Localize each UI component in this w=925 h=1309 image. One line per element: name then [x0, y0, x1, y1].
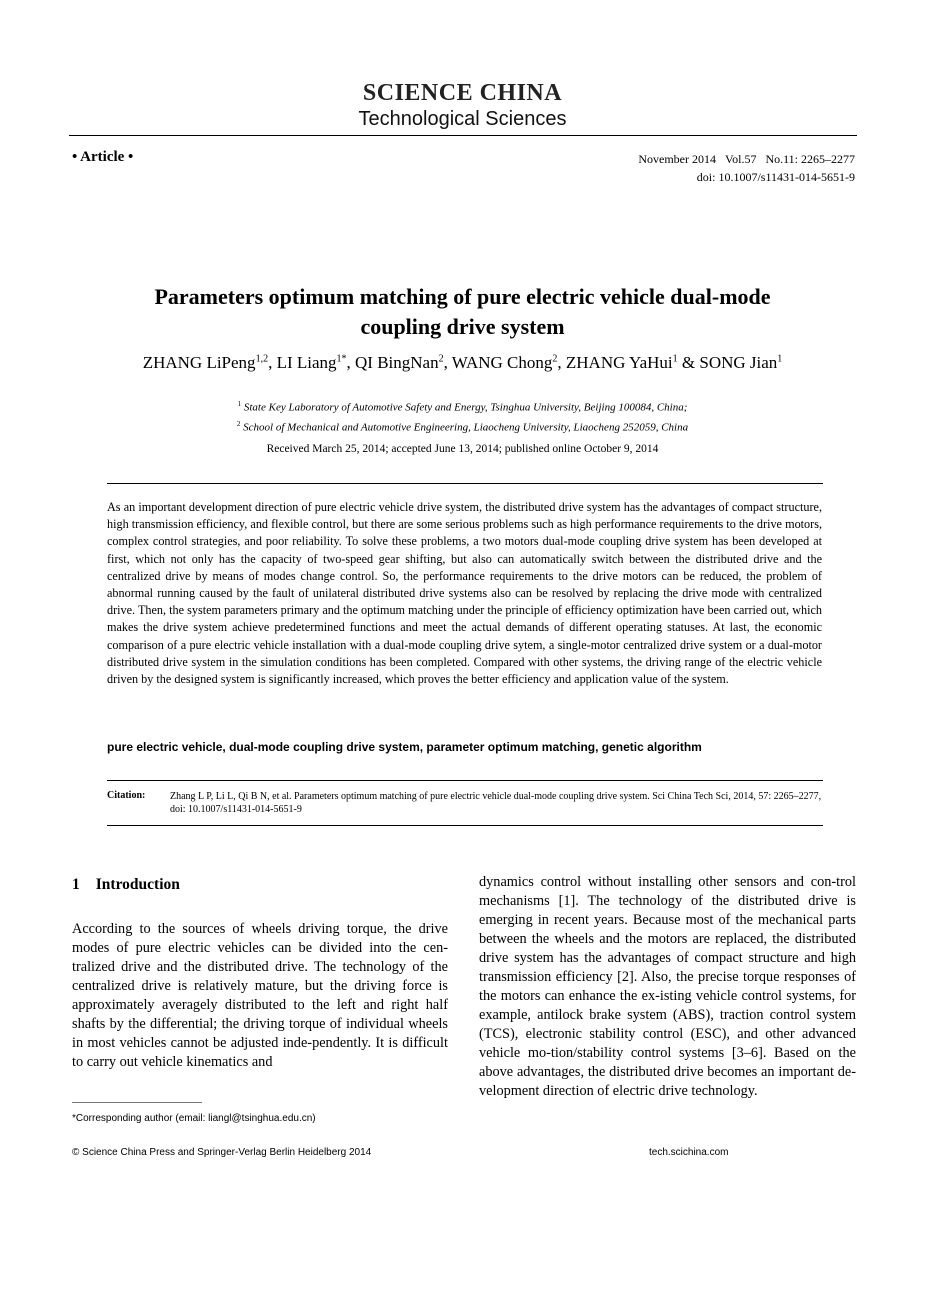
doi: doi: 10.1007/s11431-014-5651-9	[696, 170, 855, 184]
author-name: QI BingNan	[355, 353, 439, 372]
title-line-1: Parameters optimum matching of pure electric vehicle dual-mode	[154, 284, 771, 309]
author-name: SONG Jian	[699, 353, 778, 372]
affiliation-sup: 2	[236, 419, 241, 428]
author-affil-sup: 1	[777, 353, 783, 365]
citation-top-rule	[107, 780, 823, 781]
received-dates: Received March 25, 2014; accepted June 13, 2014; published online October 9, 2014	[266, 443, 659, 455]
author-name: ZHANG LiPeng	[142, 353, 256, 372]
header-rule	[69, 135, 857, 136]
author-list	[30, 353, 895, 373]
author-separator: &	[677, 353, 700, 372]
section-heading	[72, 876, 180, 894]
issue-date: November 2014	[638, 152, 716, 166]
affiliations	[30, 396, 895, 435]
section-title: Introduction	[95, 876, 180, 893]
citation-label: Citation:	[107, 790, 146, 801]
author-separator: ,	[443, 353, 452, 372]
author-affil-sup: 1*	[336, 353, 347, 365]
journal-name: SCIENCE CHINA	[362, 80, 563, 106]
issue-number: No.11: 2265–2277	[765, 152, 855, 166]
author-affil-sup: 1,2	[255, 353, 269, 365]
publication-meta	[638, 150, 855, 186]
body-left-column: According to the sources of wheels driving torque, the drive modes of pure electric vehicles can be divided into the cen-tralized drive and the distributed drive. The technology of the centralized drive is relatively mature, but the driving force is approximately averagely distributed to the left and right half shafts by the differential; the driving torque of individual wheels in most vehicles cannot be adjusted inde-pendently. It is difficult to carry out vehicle kinematics and	[72, 921, 448, 1070]
affiliation-2	[30, 416, 895, 436]
author-name: LI Liang	[276, 353, 337, 372]
affiliation-text: State Key Laboratory of Automotive Safety and Energy, Tsinghua University, Beijing 100084, China;	[243, 401, 688, 414]
author-separator: ,	[268, 353, 277, 372]
title-line-2: coupling drive system	[360, 314, 565, 339]
author-separator: ,	[346, 353, 356, 372]
author-affil-sup: 1	[672, 353, 678, 365]
issue-line	[638, 150, 855, 168]
affiliation-1	[30, 396, 895, 416]
affiliation-sup: 1	[237, 400, 242, 408]
footnote-rule	[72, 1102, 202, 1103]
author-name: ZHANG YaHui	[565, 353, 673, 372]
corresponding-author-footnote: *Corresponding author (email: liangl@tsinghua.edu.cn)	[72, 1113, 316, 1124]
section-number: 1	[72, 876, 80, 893]
copyright: © Science China Press and Springer-Verlag Berlin Heidelberg 2014	[72, 1147, 372, 1158]
citation-bottom-rule	[107, 825, 823, 826]
author-affil-sup: 2	[552, 353, 558, 365]
abstract: As an important development direction of pure electric vehicle drive system, the distributed drive system has the advantages of compact structure, high transmission efficiency, and flexible control, but there are some serious problems such as high performance requirements to the drive motors, complex control strategies, and poor reliability. To solve these problems, a two motors dual-mode coupling drive system has been developed at first, which not only has the capacity of two-speed gear shifting, but also can automatically switch between the distributed drive and the centralized drive by means of modes change control. So, the performance requirements to the drive motors can be reduced, the problem of abnormal running caused by the fault of unilateral distributed drive systems also can be resolved by replacing the drive mode with centralized drive. Then, the system parameters primary and the optimum matching under the principle of efficiency optimization have been carried out, which makes the drive system achieve predetermined functions and meet the actual demands of different operating statuses. At last, the economic comparison of a pure electric vehicle installation with a dual-mode coupling drive sytem, a single-motor centralized drive system or a dual-motor distributed drive system in the simulation conditions has been completed. Compared with other systems, the driving range of the electric vehicle driven by the designed system is significantly increased, which proves the better efficiency and application value of the system.	[107, 500, 822, 687]
affiliation-text: School of Mechanical and Automotive Engineering, Liaocheng University, Liaocheng 252059, China	[243, 421, 689, 434]
author-separator: ,	[557, 353, 566, 372]
article-type-label: • Article •	[72, 149, 134, 165]
journal-subtitle: Technological Sciences	[358, 108, 567, 130]
issue-volume: Vol.57	[724, 152, 757, 166]
author-affil-sup: 2	[438, 353, 444, 365]
body-right-column: dynamics control without installing other sensors and con-trol mechanisms [1]. The technology of the distributed drive is emerging in recent years. Because most of the mechanical parts between the wheels and the motors are replaced, the distributed drive system has the advantages of compact structure and high transmission efficiency [2]. Also, the precise torque responses of the motors can enhance the ex-isting vehicle control systems, for example, antilock brake system (ABS), traction control system (TCS), electronic stability control (ESC), and other advanced vehicle mo-tion/stability control systems [3–6]. Based on the above advantages, the distributed drive becomes an important de-velopment direction of electric drive technology.	[479, 874, 856, 1099]
abstract-top-rule	[107, 483, 823, 484]
paper-title	[60, 282, 865, 342]
author-name: WANG Chong	[451, 353, 553, 372]
keywords: pure electric vehicle, dual-mode coupling drive system, parameter optimum matching, genetic algorithm	[107, 740, 702, 754]
journal-website: tech.scichina.com	[649, 1147, 729, 1158]
citation-text: Zhang L P, Li L, Qi B N, et al. Parameters optimum matching of pure electric vehicle dual-mode coupling drive system. Sci China Tech Sci, 2014, 57: 2265–2277, doi: 10.1007/s11431-014-5651-9	[170, 791, 822, 815]
